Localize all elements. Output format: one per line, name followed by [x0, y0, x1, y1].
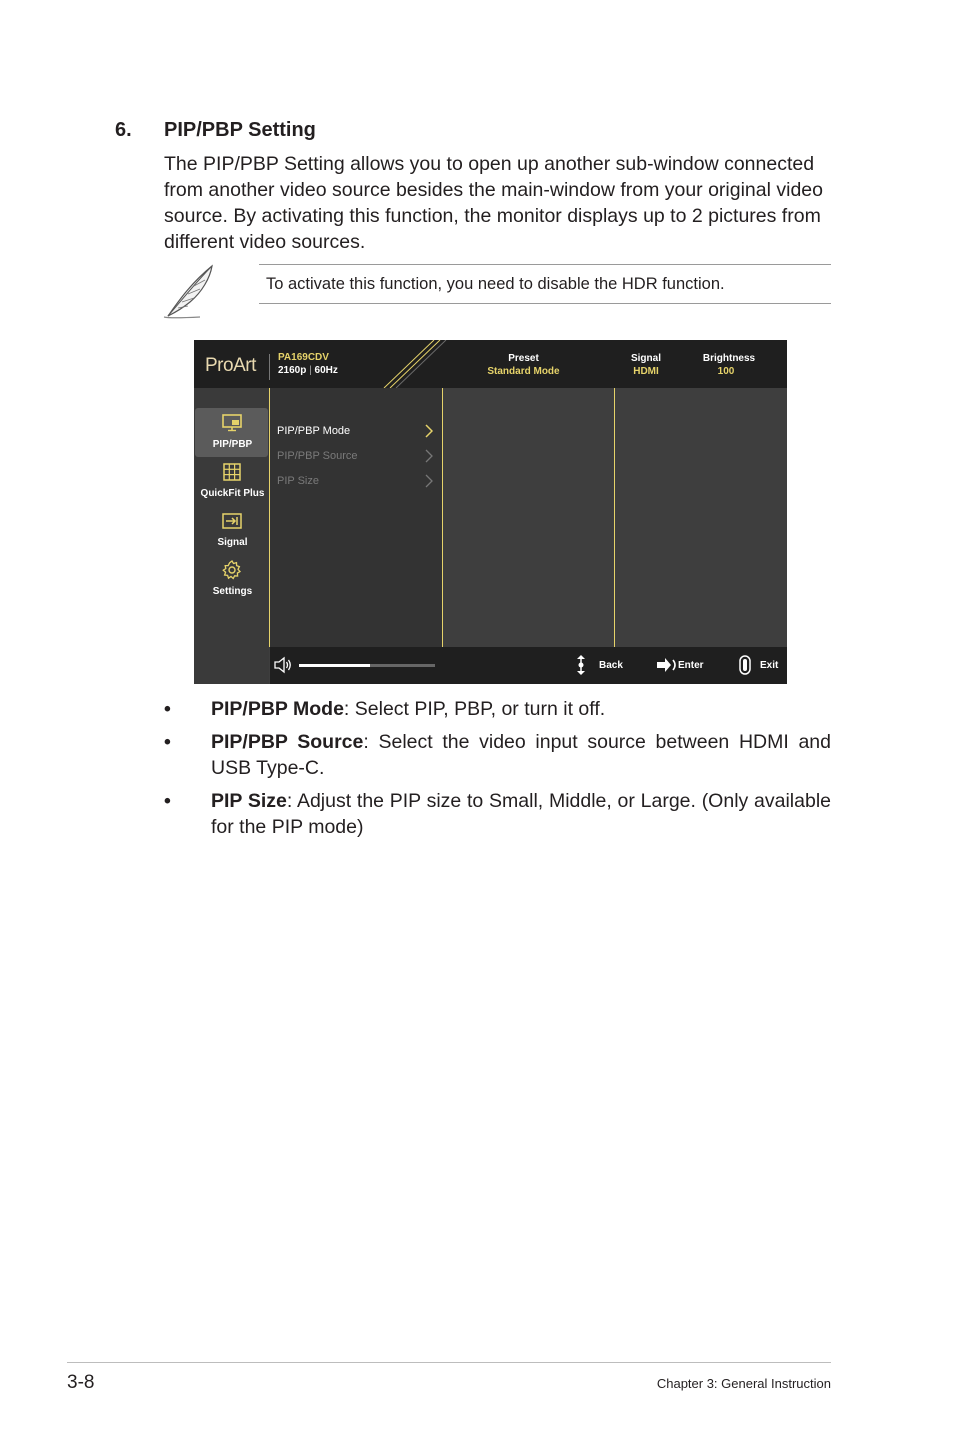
osd-screenshot	[194, 340, 787, 684]
submenu-list	[270, 388, 442, 647]
sidebar-item-settings[interactable]: Settings	[195, 555, 268, 604]
osd-sidebar	[194, 388, 269, 684]
chapter-title: Chapter 3: General Instruction	[656, 1376, 831, 1391]
menu-item-pip-size[interactable]: PIP Size	[277, 475, 319, 487]
note-text: To activate this function, you need to disable the HDR function.	[266, 275, 725, 293]
section-title: PIP/PBP Setting	[164, 119, 316, 141]
proart-logo: ProArt	[205, 355, 256, 376]
note-box	[259, 264, 831, 304]
pip-icon	[222, 414, 242, 432]
chevron-right-icon	[425, 424, 433, 438]
feather-pen-icon	[160, 262, 216, 320]
resolution-info: 2160p | 60Hz	[278, 365, 338, 376]
model-name: PA169CDV	[278, 352, 329, 363]
menu-item-pip-pbp-mode[interactable]: PIP/PBP Mode	[277, 425, 351, 437]
volume-slider[interactable]	[299, 664, 435, 667]
list-item: • PIP/PBP Mode: Select PIP, PBP, or turn it off.	[164, 698, 606, 720]
chevron-right-icon	[425, 449, 433, 463]
footer-divider	[67, 1362, 831, 1363]
grid-icon	[222, 463, 242, 481]
sidebar-item-signal[interactable]: Signal	[195, 506, 268, 555]
enter-label: Enter	[678, 660, 704, 671]
back-joystick-icon	[575, 654, 587, 676]
section-intro: The PIP/PBP Setting allows you to open up another sub-window connected from another video source besides the main-window from your original video source. By activating this function, the monitor displays up to 2 pictures from different video sources.	[164, 153, 823, 253]
exit-button-icon	[738, 655, 752, 675]
gear-icon	[222, 560, 242, 580]
osd-header	[194, 340, 787, 388]
bullet-list	[164, 696, 831, 847]
sidebar-item-pip-pbp[interactable]: PIP/PBP	[195, 408, 268, 457]
section-number: 6.	[115, 119, 132, 141]
brightness-info: Brightness 100	[702, 353, 756, 377]
decorative-stripes	[374, 340, 454, 388]
page-number: 3-8	[67, 1372, 95, 1393]
speaker-icon	[273, 656, 293, 674]
enter-joystick-icon	[656, 657, 678, 673]
signal-info: Signal HDMI	[630, 353, 661, 377]
chevron-right-icon	[425, 474, 433, 488]
input-icon	[222, 512, 242, 530]
back-label: Back	[599, 660, 623, 671]
exit-label: Exit	[760, 660, 779, 671]
list-item: • PIP Size: Adjust the PIP size to Small, Middle, or Large. (Only available for the PIP mode)	[164, 790, 831, 838]
menu-item-pip-pbp-source[interactable]: PIP/PBP Source	[277, 450, 358, 462]
sidebar-item-quickfit-plus[interactable]: QuickFit Plus	[195, 457, 268, 506]
osd-footer	[270, 647, 787, 684]
preset-info: Preset Standard Mode	[487, 353, 560, 377]
list-item: • PIP/PBP Source: Select the video input source between HDMI and USB Type-C.	[164, 731, 831, 779]
